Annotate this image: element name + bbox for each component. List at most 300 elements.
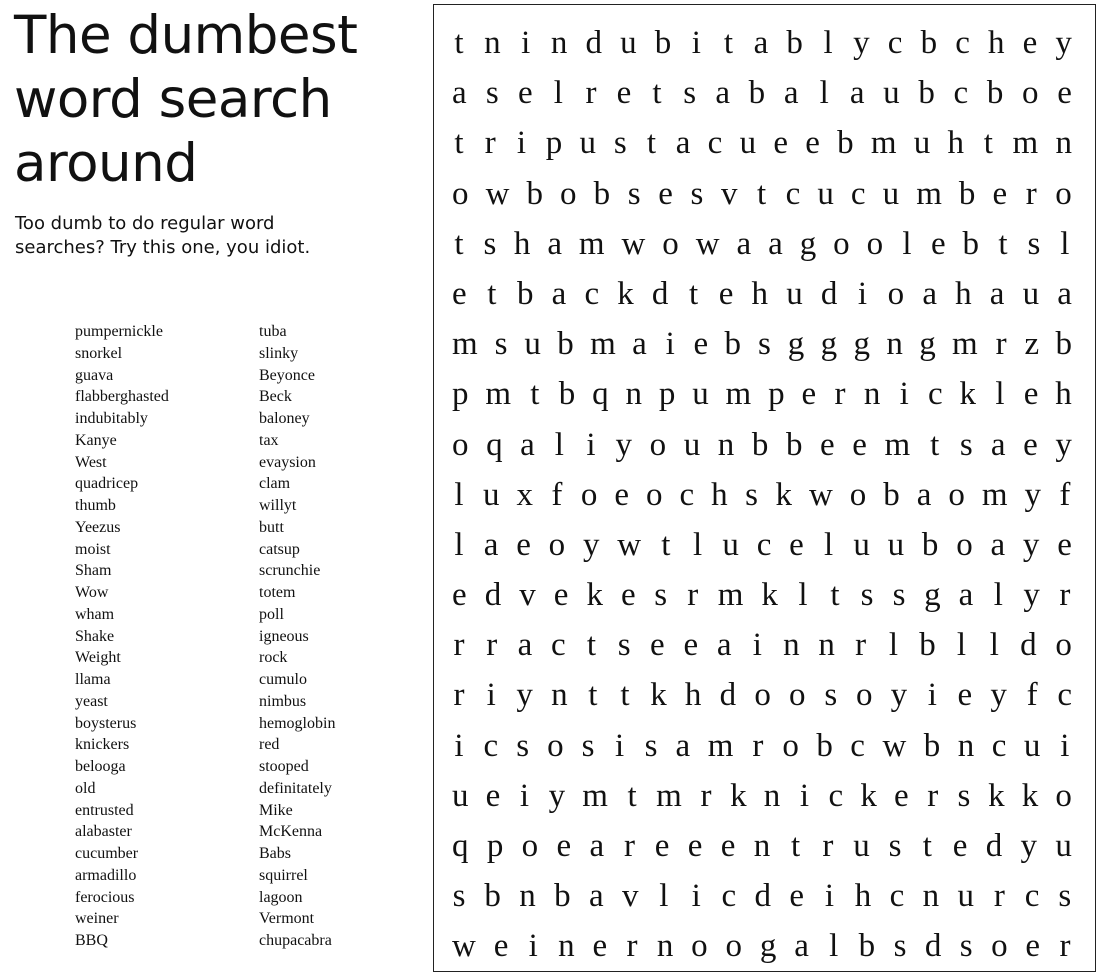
grid-letter[interactable]: h xyxy=(751,275,769,312)
grid-letter[interactable]: e xyxy=(1023,376,1039,413)
grid-letter[interactable]: k xyxy=(650,677,667,714)
grid-letter[interactable]: n xyxy=(753,828,771,864)
grid-letter[interactable]: o xyxy=(521,828,539,864)
grid-letter[interactable]: g xyxy=(820,326,838,363)
grid-letter[interactable]: i xyxy=(528,928,538,965)
grid-letter[interactable]: p xyxy=(452,376,469,413)
grid-letter[interactable]: e xyxy=(1025,928,1041,965)
grid-letter[interactable]: e xyxy=(773,125,788,162)
grid-letter[interactable]: l xyxy=(819,75,829,112)
grid-letter[interactable]: r xyxy=(1025,175,1037,212)
grid-letter[interactable]: g xyxy=(853,326,870,363)
grid-letter[interactable]: m xyxy=(452,326,478,363)
grid-letter[interactable]: u xyxy=(620,25,637,61)
grid-letter[interactable]: o xyxy=(548,526,566,563)
grid-letter[interactable]: i xyxy=(486,677,496,714)
grid-letter[interactable]: i xyxy=(665,326,675,363)
grid-letter[interactable]: s xyxy=(627,175,641,212)
grid-letter[interactable]: o xyxy=(725,928,743,965)
grid-letter[interactable]: b xyxy=(837,125,854,162)
grid-letter[interactable]: m xyxy=(582,777,608,814)
grid-letter[interactable]: l xyxy=(1060,225,1070,262)
grid-letter[interactable]: t xyxy=(454,225,464,262)
grid-letter[interactable]: a xyxy=(547,225,562,262)
grid-letter[interactable]: e xyxy=(801,376,817,413)
grid-letter[interactable]: b xyxy=(920,25,938,61)
grid-letter[interactable]: o xyxy=(580,476,598,513)
grid-letter[interactable]: c xyxy=(1057,677,1072,714)
grid-letter[interactable]: a xyxy=(1057,275,1072,312)
grid-letter[interactable]: r xyxy=(484,125,496,162)
grid-letter[interactable]: c xyxy=(889,878,905,915)
grid-letter[interactable]: s xyxy=(483,225,497,262)
grid-letter[interactable]: k xyxy=(1021,777,1039,814)
grid-letter[interactable]: w xyxy=(452,928,476,965)
grid-letter[interactable]: u xyxy=(887,526,905,563)
grid-letter[interactable]: e xyxy=(1023,426,1038,463)
grid-letter[interactable]: o xyxy=(754,677,771,714)
grid-letter[interactable]: e xyxy=(1022,25,1038,61)
grid-letter[interactable]: i xyxy=(1060,727,1070,764)
grid-letter[interactable]: o xyxy=(956,526,973,563)
grid-letter[interactable]: n xyxy=(863,376,881,413)
grid-letter[interactable]: t xyxy=(922,828,932,864)
grid-letter[interactable]: n xyxy=(783,627,800,664)
grid-letter[interactable]: q xyxy=(486,426,503,463)
grid-letter[interactable]: s xyxy=(745,476,758,513)
grid-letter[interactable]: x xyxy=(516,476,533,513)
grid-letter[interactable]: y xyxy=(582,526,600,563)
grid-letter[interactable]: h xyxy=(987,25,1005,61)
grid-letter[interactable]: n xyxy=(886,326,903,363)
grid-letter[interactable]: d xyxy=(985,828,1003,864)
grid-letter[interactable]: i xyxy=(691,25,701,61)
grid-letter[interactable]: r xyxy=(752,727,764,764)
grid-letter[interactable]: o xyxy=(649,426,667,463)
grid-letter[interactable]: l xyxy=(829,928,839,965)
grid-letter[interactable]: w xyxy=(882,727,907,764)
grid-letter[interactable]: e xyxy=(616,75,632,112)
grid-letter[interactable]: t xyxy=(688,275,699,312)
grid-letter[interactable]: e xyxy=(852,426,867,463)
grid-letter[interactable]: e xyxy=(1057,526,1072,563)
grid-letter[interactable]: a xyxy=(753,25,769,61)
grid-letter[interactable]: e xyxy=(654,828,670,864)
grid-letter[interactable]: o xyxy=(645,476,663,513)
grid-letter[interactable]: g xyxy=(924,577,941,614)
grid-letter[interactable]: n xyxy=(550,25,568,61)
grid-letter[interactable]: r xyxy=(822,828,834,864)
grid-letter[interactable]: e xyxy=(518,75,533,112)
grid-letter[interactable]: n xyxy=(818,627,835,664)
grid-letter[interactable]: l xyxy=(993,577,1003,614)
grid-letter[interactable]: g xyxy=(799,225,817,262)
grid-letter[interactable]: l xyxy=(693,526,703,563)
grid-letter[interactable]: c xyxy=(785,175,801,212)
grid-letter[interactable]: e xyxy=(614,476,629,513)
grid-letter[interactable]: u xyxy=(722,526,739,563)
grid-letter[interactable]: t xyxy=(586,627,597,664)
grid-letter[interactable]: c xyxy=(679,476,695,513)
grid-letter[interactable]: e xyxy=(620,577,636,614)
grid-letter[interactable]: b xyxy=(724,326,742,363)
grid-letter[interactable]: l xyxy=(454,526,464,563)
grid-letter[interactable]: i xyxy=(691,878,701,915)
grid-letter[interactable]: a xyxy=(632,326,647,363)
grid-letter[interactable]: t xyxy=(756,175,767,212)
grid-letter[interactable]: l xyxy=(554,426,564,463)
grid-letter[interactable]: e xyxy=(930,225,946,262)
grid-letter[interactable]: a xyxy=(849,75,865,112)
grid-letter[interactable]: k xyxy=(761,577,778,614)
grid-letter[interactable]: s xyxy=(757,326,771,363)
grid-letter[interactable]: a xyxy=(716,627,732,664)
grid-letter[interactable]: u xyxy=(524,326,541,363)
grid-letter[interactable]: o xyxy=(789,677,806,714)
grid-letter[interactable]: m xyxy=(578,225,605,262)
grid-letter[interactable]: a xyxy=(483,526,499,563)
grid-letter[interactable]: m xyxy=(916,175,942,212)
grid-letter[interactable]: e xyxy=(683,627,699,664)
grid-letter[interactable]: k xyxy=(860,777,877,814)
grid-letter[interactable]: c xyxy=(953,75,969,112)
grid-letter[interactable]: e xyxy=(516,526,531,563)
grid-letter[interactable]: i xyxy=(857,275,868,312)
grid-letter[interactable]: b xyxy=(858,928,876,965)
grid-letter[interactable]: u xyxy=(786,275,803,312)
grid-letter[interactable]: u xyxy=(579,125,596,162)
grid-letter[interactable]: a xyxy=(520,426,535,463)
grid-letter[interactable]: u xyxy=(817,175,834,212)
grid-letter[interactable]: c xyxy=(551,627,566,664)
grid-letter[interactable]: t xyxy=(487,275,497,312)
grid-letter[interactable]: s xyxy=(644,727,658,764)
grid-letter[interactable]: t xyxy=(454,125,464,162)
grid-letter[interactable]: g xyxy=(787,326,805,363)
grid-letter[interactable]: u xyxy=(482,476,500,513)
grid-letter[interactable]: a xyxy=(588,878,604,915)
grid-letter[interactable]: k xyxy=(775,476,792,513)
grid-letter[interactable]: c xyxy=(707,125,723,162)
grid-letter[interactable]: t xyxy=(588,677,598,714)
grid-letter[interactable]: b xyxy=(526,175,543,212)
grid-letter[interactable]: r xyxy=(585,75,597,112)
grid-letter[interactable]: v xyxy=(621,878,639,915)
grid-letter[interactable]: b xyxy=(923,727,941,764)
grid-letter[interactable]: u xyxy=(913,125,931,162)
grid-letter[interactable]: f xyxy=(1059,476,1071,513)
grid-letter[interactable]: y xyxy=(615,426,633,463)
grid-letter[interactable]: b xyxy=(516,275,534,312)
grid-letter[interactable]: f xyxy=(1026,677,1038,714)
grid-letter[interactable]: y xyxy=(1023,577,1040,614)
grid-letter[interactable]: r xyxy=(927,777,939,814)
grid-letter[interactable]: m xyxy=(485,376,512,413)
grid-letter[interactable]: t xyxy=(627,777,637,814)
grid-letter[interactable]: s xyxy=(1027,225,1041,262)
grid-letter[interactable]: t xyxy=(930,426,940,463)
grid-letter[interactable]: b xyxy=(554,878,571,915)
grid-letter[interactable]: d xyxy=(1020,627,1037,664)
grid-letter[interactable]: k xyxy=(586,577,603,614)
grid-letter[interactable]: e xyxy=(820,426,835,463)
grid-letter[interactable]: a xyxy=(794,928,809,965)
grid-letter[interactable]: e xyxy=(789,878,805,915)
grid-letter[interactable]: e xyxy=(452,275,467,312)
grid-letter[interactable]: w xyxy=(808,476,833,513)
grid-letter[interactable]: u xyxy=(1055,828,1072,864)
grid-letter[interactable]: b xyxy=(751,426,769,463)
grid-letter[interactable]: g xyxy=(759,928,777,965)
grid-letter[interactable]: s xyxy=(824,677,838,714)
grid-letter[interactable]: k xyxy=(617,275,634,312)
grid-letter[interactable]: h xyxy=(854,878,872,915)
grid-letter[interactable]: t xyxy=(620,677,630,714)
grid-letter[interactable]: c xyxy=(721,878,737,915)
grid-letter[interactable]: o xyxy=(855,677,873,714)
grid-letter[interactable]: r xyxy=(623,828,635,864)
grid-letter[interactable]: u xyxy=(853,828,870,864)
grid-letter[interactable]: y xyxy=(516,677,533,714)
grid-letter[interactable]: o xyxy=(866,225,884,262)
grid-letter[interactable]: m xyxy=(1012,125,1039,162)
grid-letter[interactable]: i xyxy=(586,426,596,463)
grid-letter[interactable]: e xyxy=(592,928,608,965)
grid-letter[interactable]: o xyxy=(1022,75,1039,112)
grid-letter[interactable]: e xyxy=(485,777,501,814)
grid-letter[interactable]: s xyxy=(860,577,874,614)
grid-letter[interactable]: l xyxy=(823,25,833,61)
grid-letter[interactable]: a xyxy=(551,275,567,312)
grid-letter[interactable]: f xyxy=(551,476,563,513)
grid-letter[interactable]: t xyxy=(998,225,1008,262)
grid-letter[interactable]: y xyxy=(1055,25,1072,61)
grid-letter[interactable]: d xyxy=(719,677,737,714)
grid-letter[interactable]: e xyxy=(789,526,804,563)
grid-letter[interactable]: u xyxy=(853,526,870,563)
grid-letter[interactable]: b xyxy=(962,225,980,262)
grid-letter[interactable]: s xyxy=(888,828,902,864)
grid-letter[interactable]: m xyxy=(717,577,744,614)
grid-letter[interactable]: o xyxy=(782,727,799,764)
grid-letter[interactable]: q xyxy=(592,376,609,413)
grid-letter[interactable]: u xyxy=(1022,275,1040,312)
grid-letter[interactable]: k xyxy=(959,376,977,413)
grid-letter[interactable]: t xyxy=(983,125,993,162)
grid-letter[interactable]: l xyxy=(956,627,967,664)
grid-letter[interactable]: l xyxy=(989,627,999,664)
grid-letter[interactable]: e xyxy=(687,828,703,864)
grid-letter[interactable]: h xyxy=(513,225,531,262)
grid-letter[interactable]: t xyxy=(723,25,734,61)
grid-letter[interactable]: b xyxy=(593,175,611,212)
grid-letter[interactable]: w xyxy=(617,526,642,563)
grid-letter[interactable]: a xyxy=(715,75,730,112)
grid-letter[interactable]: e xyxy=(1057,75,1072,112)
grid-letter[interactable]: b xyxy=(883,476,900,513)
grid-letter[interactable]: l xyxy=(902,225,912,262)
grid-letter[interactable]: o xyxy=(849,476,867,513)
grid-letter[interactable]: a xyxy=(736,225,752,262)
grid-letter[interactable]: d xyxy=(651,275,669,312)
grid-letter[interactable]: b xyxy=(786,25,803,61)
grid-letter[interactable]: s xyxy=(1058,878,1072,915)
grid-letter[interactable]: c xyxy=(483,727,499,764)
grid-letter[interactable]: r xyxy=(993,878,1005,915)
grid-letter[interactable]: i xyxy=(752,627,762,664)
grid-letter[interactable]: n xyxy=(957,727,975,764)
grid-letter[interactable]: b xyxy=(654,25,672,61)
grid-letter[interactable]: r xyxy=(834,376,846,413)
grid-letter[interactable]: m xyxy=(590,326,616,363)
grid-letter[interactable]: s xyxy=(893,928,907,965)
grid-letter[interactable]: o xyxy=(691,928,708,965)
grid-letter[interactable]: n xyxy=(558,928,575,965)
grid-letter[interactable]: h xyxy=(955,275,972,312)
grid-letter[interactable]: c xyxy=(955,25,970,61)
grid-letter[interactable]: r xyxy=(1059,928,1071,965)
grid-letter[interactable]: b xyxy=(918,75,935,112)
grid-letter[interactable]: r xyxy=(995,326,1007,363)
grid-letter[interactable]: r xyxy=(626,928,638,965)
grid-letter[interactable]: b xyxy=(557,326,574,363)
grid-letter[interactable]: e xyxy=(452,577,467,614)
grid-letter[interactable]: o xyxy=(948,476,965,513)
grid-letter[interactable]: n xyxy=(922,878,940,915)
grid-letter[interactable]: i xyxy=(824,878,834,915)
grid-letter[interactable]: n xyxy=(625,376,642,413)
grid-letter[interactable]: e xyxy=(720,828,736,864)
grid-letter[interactable]: b xyxy=(558,376,576,413)
grid-letter[interactable]: i xyxy=(614,727,625,764)
grid-letter[interactable]: i xyxy=(927,677,937,714)
grid-letter[interactable]: s xyxy=(516,727,530,764)
grid-letter[interactable]: s xyxy=(617,627,631,664)
grid-letter[interactable]: u xyxy=(452,777,469,814)
grid-letter[interactable]: r xyxy=(486,627,498,664)
grid-letter[interactable]: b xyxy=(986,75,1004,112)
grid-letter[interactable]: b xyxy=(816,727,833,764)
grid-letter[interactable]: e xyxy=(952,828,968,864)
grid-letter[interactable]: a xyxy=(589,828,605,864)
grid-letter[interactable]: d xyxy=(754,878,772,915)
grid-letter[interactable]: b xyxy=(958,175,976,212)
grid-letter[interactable]: s xyxy=(690,175,704,212)
grid-letter[interactable]: h xyxy=(684,677,702,714)
grid-letter[interactable]: c xyxy=(756,526,772,563)
grid-letter[interactable]: a xyxy=(916,476,932,513)
grid-letter[interactable]: a xyxy=(958,577,974,614)
grid-letter[interactable]: r xyxy=(453,627,465,664)
grid-letter[interactable]: v xyxy=(721,175,738,212)
grid-letter[interactable]: n xyxy=(1055,125,1072,162)
grid-letter[interactable]: t xyxy=(454,25,464,61)
grid-letter[interactable]: t xyxy=(830,577,840,614)
grid-letter[interactable]: r xyxy=(700,777,712,814)
grid-letter[interactable]: o xyxy=(1055,175,1072,212)
grid-letter[interactable]: e xyxy=(658,175,673,212)
grid-letter[interactable]: e xyxy=(718,275,734,312)
grid-letter[interactable]: h xyxy=(711,476,728,513)
grid-letter[interactable]: b xyxy=(921,526,939,563)
grid-letter[interactable]: u xyxy=(882,175,900,212)
grid-letter[interactable]: i xyxy=(799,777,809,814)
grid-letter[interactable]: e xyxy=(957,677,973,714)
grid-letter[interactable]: a xyxy=(989,275,1005,312)
grid-letter[interactable]: w xyxy=(485,175,510,212)
grid-letter[interactable]: t xyxy=(790,828,801,864)
grid-letter[interactable]: b xyxy=(785,426,803,463)
grid-letter[interactable]: n xyxy=(763,777,781,814)
grid-letter[interactable]: m xyxy=(870,125,897,162)
grid-letter[interactable]: s xyxy=(581,727,595,764)
grid-letter[interactable]: b xyxy=(748,75,766,112)
grid-letter[interactable]: a xyxy=(675,125,691,162)
grid-letter[interactable]: o xyxy=(547,727,564,764)
grid-letter[interactable]: b xyxy=(919,627,936,664)
grid-letter[interactable]: u xyxy=(683,426,701,463)
grid-letter[interactable]: s xyxy=(683,75,697,112)
grid-letter[interactable]: m xyxy=(656,777,682,814)
grid-letter[interactable]: s xyxy=(452,878,466,915)
grid-letter[interactable]: u xyxy=(883,75,900,112)
grid-letter[interactable]: c xyxy=(850,727,865,764)
grid-letter[interactable]: o xyxy=(452,175,469,212)
grid-letter[interactable]: d xyxy=(484,577,502,614)
grid-letter[interactable]: t xyxy=(530,376,540,413)
grid-letter[interactable]: s xyxy=(959,928,973,965)
grid-letter[interactable]: e xyxy=(650,627,665,664)
grid-letter[interactable]: y xyxy=(1022,526,1040,563)
grid-letter[interactable]: a xyxy=(922,275,937,312)
grid-letter[interactable]: d xyxy=(585,25,602,61)
grid-letter[interactable]: m xyxy=(725,376,752,413)
grid-letter[interactable]: o xyxy=(560,175,577,212)
grid-letter[interactable]: l xyxy=(798,577,808,614)
grid-letter[interactable]: m xyxy=(981,476,1008,513)
grid-letter[interactable]: m xyxy=(952,326,978,363)
grid-letter[interactable]: s xyxy=(959,426,973,463)
grid-letter[interactable]: s xyxy=(494,326,508,363)
grid-letter[interactable]: u xyxy=(692,376,709,413)
grid-letter[interactable]: a xyxy=(675,727,691,764)
grid-letter[interactable]: u xyxy=(957,878,975,915)
grid-letter[interactable]: k xyxy=(988,777,1005,814)
grid-letter[interactable]: e xyxy=(992,175,1008,212)
grid-letter[interactable]: c xyxy=(1024,878,1040,915)
grid-letter[interactable]: v xyxy=(519,577,536,614)
grid-letter[interactable]: k xyxy=(730,777,747,814)
grid-letter[interactable]: r xyxy=(687,577,699,614)
grid-letter[interactable]: o xyxy=(1055,777,1072,814)
grid-letter[interactable]: r xyxy=(453,677,465,714)
grid-letter[interactable]: i xyxy=(899,376,909,413)
grid-letter[interactable]: e xyxy=(553,577,569,614)
grid-letter[interactable]: l xyxy=(553,75,563,112)
grid-letter[interactable]: c xyxy=(850,175,866,212)
grid-letter[interactable]: n xyxy=(656,928,674,965)
grid-letter[interactable]: b xyxy=(484,878,501,915)
grid-letter[interactable]: c xyxy=(991,727,1007,764)
grid-letter[interactable]: o xyxy=(991,928,1008,965)
grid-letter[interactable]: a xyxy=(990,526,1006,563)
grid-letter[interactable]: s xyxy=(957,777,971,814)
grid-letter[interactable]: s xyxy=(654,577,668,614)
grid-letter[interactable]: a xyxy=(990,426,1006,463)
grid-letter[interactable]: a xyxy=(517,627,533,664)
grid-letter[interactable]: s xyxy=(485,75,499,112)
grid-letter[interactable]: g xyxy=(919,326,936,363)
